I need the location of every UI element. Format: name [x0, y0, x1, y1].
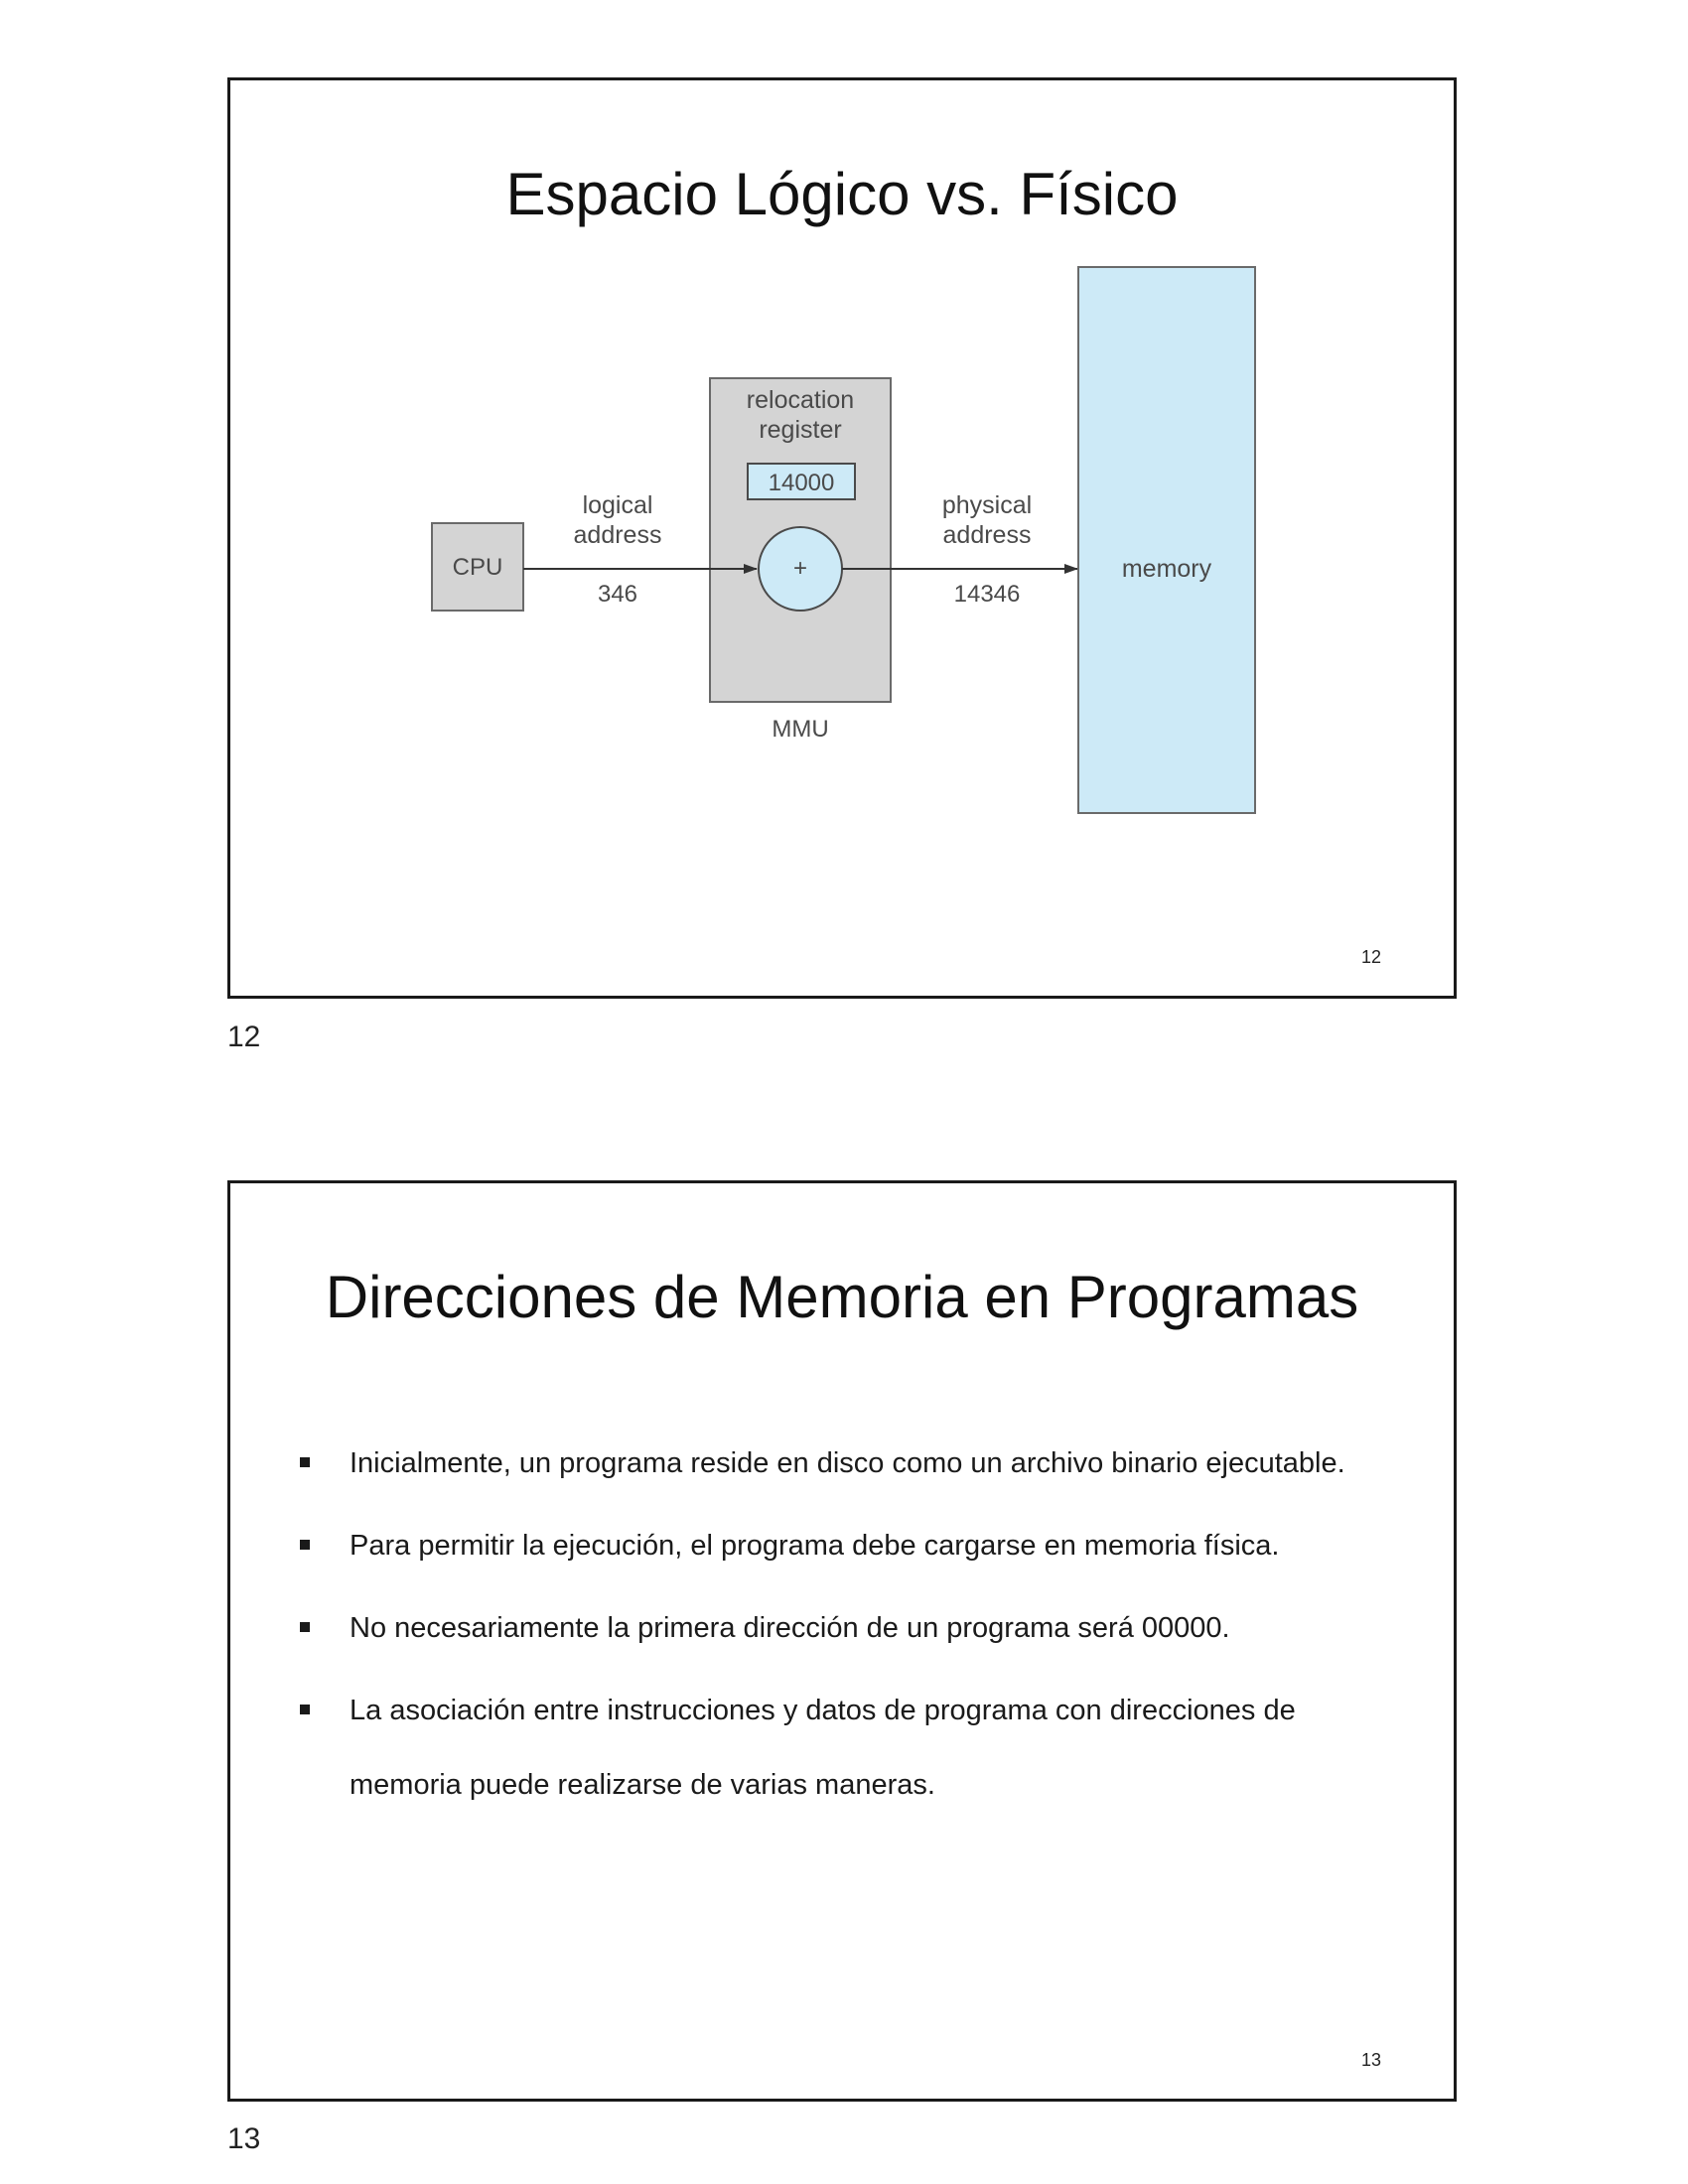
slide-12 — [227, 77, 1457, 999]
adder-symbol: + — [792, 555, 808, 582]
slide-title: Direcciones de Memoria en Programas — [325, 1264, 1359, 1330]
bullet-item — [300, 1591, 1402, 1666]
bullet-text: No necesariamente la primera dirección de un programa será 00000. — [350, 1612, 1230, 1644]
square-bullet-icon — [300, 1540, 310, 1550]
logical-address-label: logical — [582, 491, 653, 519]
bullet-item — [300, 1509, 1402, 1583]
bullet-text: Para permitir la ejecución, el programa debe cargarse en memoria física. — [350, 1530, 1280, 1562]
logical-address-label-line2: address — [573, 521, 662, 549]
relocation-register-value: 14000 — [768, 470, 835, 496]
slide-title: Espacio Lógico vs. Físico — [505, 161, 1179, 227]
slide-number: 13 — [1360, 2050, 1381, 2070]
square-bullet-icon — [300, 1705, 310, 1714]
slide-number: 12 — [1360, 947, 1381, 967]
bullet-text: La asociación entre instrucciones y datos de programa con direcciones de memoria puede realizarse de varias maneras. — [350, 1695, 1296, 1801]
bullet-list — [300, 1427, 1402, 1831]
bullet-item — [300, 1674, 1402, 1823]
relocation-register-label: relocation — [746, 386, 855, 414]
page-label: 12 — [227, 1021, 261, 1053]
square-bullet-icon — [300, 1622, 310, 1632]
cpu-label: CPU — [452, 554, 503, 581]
page-label: 13 — [227, 2122, 261, 2155]
slide-13 — [227, 1180, 1457, 2102]
physical-address-value: 14346 — [953, 581, 1021, 608]
memory-box — [1078, 267, 1255, 813]
physical-address-label: physical — [941, 491, 1033, 519]
bullet-text: Inicialmente, un programa reside en disco como un archivo binario ejecutable. — [350, 1447, 1345, 1479]
bullet-item — [300, 1427, 1402, 1501]
relocation-register-label-line2: register — [759, 416, 842, 444]
mmu-relocation-diagram — [230, 80, 1460, 1002]
mmu-label: MMU — [772, 716, 829, 743]
logical-address-value: 346 — [597, 581, 638, 608]
physical-address-label-line2: address — [942, 521, 1032, 549]
square-bullet-icon — [300, 1457, 310, 1467]
memory-label: memory — [1121, 555, 1212, 583]
